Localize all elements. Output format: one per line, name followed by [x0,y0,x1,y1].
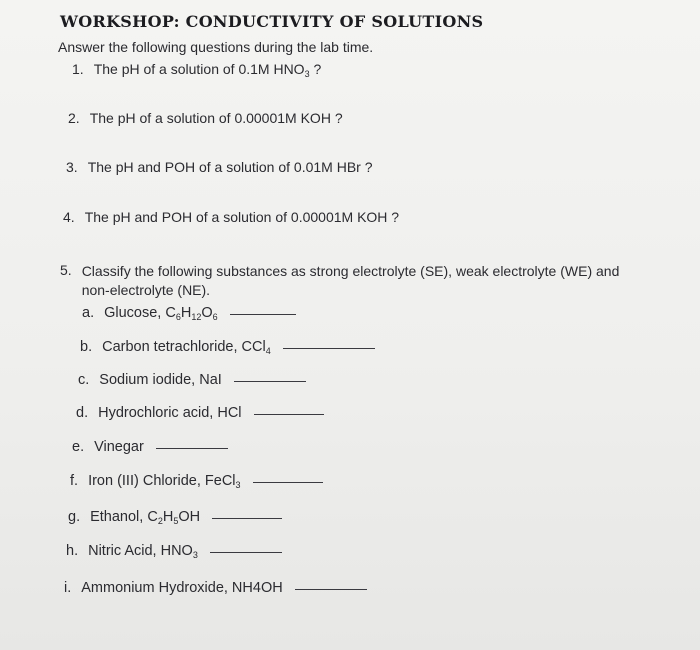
substance-item-i [64,580,367,596]
substance-name: Vinegar [94,439,144,455]
answer-blank[interactable] [253,482,323,483]
question-text: The pH and POH of a solution of 0.01M HBr ? [87,159,373,175]
substance-name: Nitric Acid, HNO [88,543,193,559]
question-2 [68,110,343,126]
answer-blank[interactable] [156,448,228,449]
question-5 [60,262,642,300]
substance-item-c [78,372,306,388]
subscript: 3 [304,69,310,79]
item-letter: d. [76,405,89,421]
question-number: 1. [72,61,84,77]
formula-part: OH [178,509,201,525]
answer-blank[interactable] [210,552,282,553]
formula-part: O [201,305,213,321]
question-number: 3. [66,159,78,175]
item-letter: i. [64,580,72,596]
substance-item-e [72,439,228,455]
substance-item-a [82,305,296,321]
question-number: 4. [63,209,75,225]
subscript: 6 [212,312,218,322]
question-4 [63,209,399,225]
answer-blank[interactable] [295,589,367,590]
substance-item-h [66,543,282,559]
question-suffix: ? [309,61,322,77]
subscript: 12 [191,312,202,322]
question-text: The pH of a solution of 0.00001M KOH ? [89,110,343,126]
substance-name: Glucose, C [104,305,176,321]
item-letter: f. [70,473,79,489]
answer-blank[interactable] [283,348,375,349]
answer-blank[interactable] [254,414,324,415]
question-1 [72,61,321,77]
substance-name: Hydrochloric acid, HCl [98,405,242,421]
substance-item-b [80,339,375,355]
substance-item-f [70,473,323,489]
subscript: 2 [157,516,163,526]
question-number: 2. [68,110,80,126]
item-letter: c. [78,372,90,388]
formula-part: H [180,305,192,321]
substance-item-g [68,509,282,525]
formula-part: H [162,509,174,525]
question-3 [66,159,373,175]
subscript: 3 [192,550,198,560]
item-letter: b. [80,339,93,355]
instructions: Answer the following questions during the lab time. [58,39,374,55]
item-letter: h. [66,543,79,559]
subscript: 3 [235,480,241,490]
item-letter: e. [72,439,85,455]
page-title: WORKSHOP: CONDUCTIVITY OF SOLUTIONS [60,12,484,31]
question-text: The pH and POH of a solution of 0.00001M KOH ? [84,209,400,225]
substance-name: Carbon tetrachloride, CCl [102,339,266,355]
substance-name: Ethanol, C [90,509,158,525]
question-number: 5. [60,262,72,278]
substance-name: Ammonium Hydroxide, NH4OH [81,580,283,596]
item-letter: a. [82,305,95,321]
question-text: The pH of a solution of 0.1M HNO [93,61,305,77]
answer-blank[interactable] [212,518,282,519]
answer-blank[interactable] [230,314,296,315]
subscript: 6 [175,312,181,322]
subscript: 5 [173,516,179,526]
substance-name: Sodium iodide, NaI [99,372,222,388]
subscript: 4 [265,346,271,356]
item-letter: g. [68,509,81,525]
substance-name: Iron (III) Chloride, FeCl [88,473,236,489]
answer-blank[interactable] [234,381,306,382]
substance-item-d [76,405,324,421]
question-text: Classify the following substances as strong electrolyte (SE), weak electrolyte (WE) and non-electrolyte (NE). [81,263,620,298]
